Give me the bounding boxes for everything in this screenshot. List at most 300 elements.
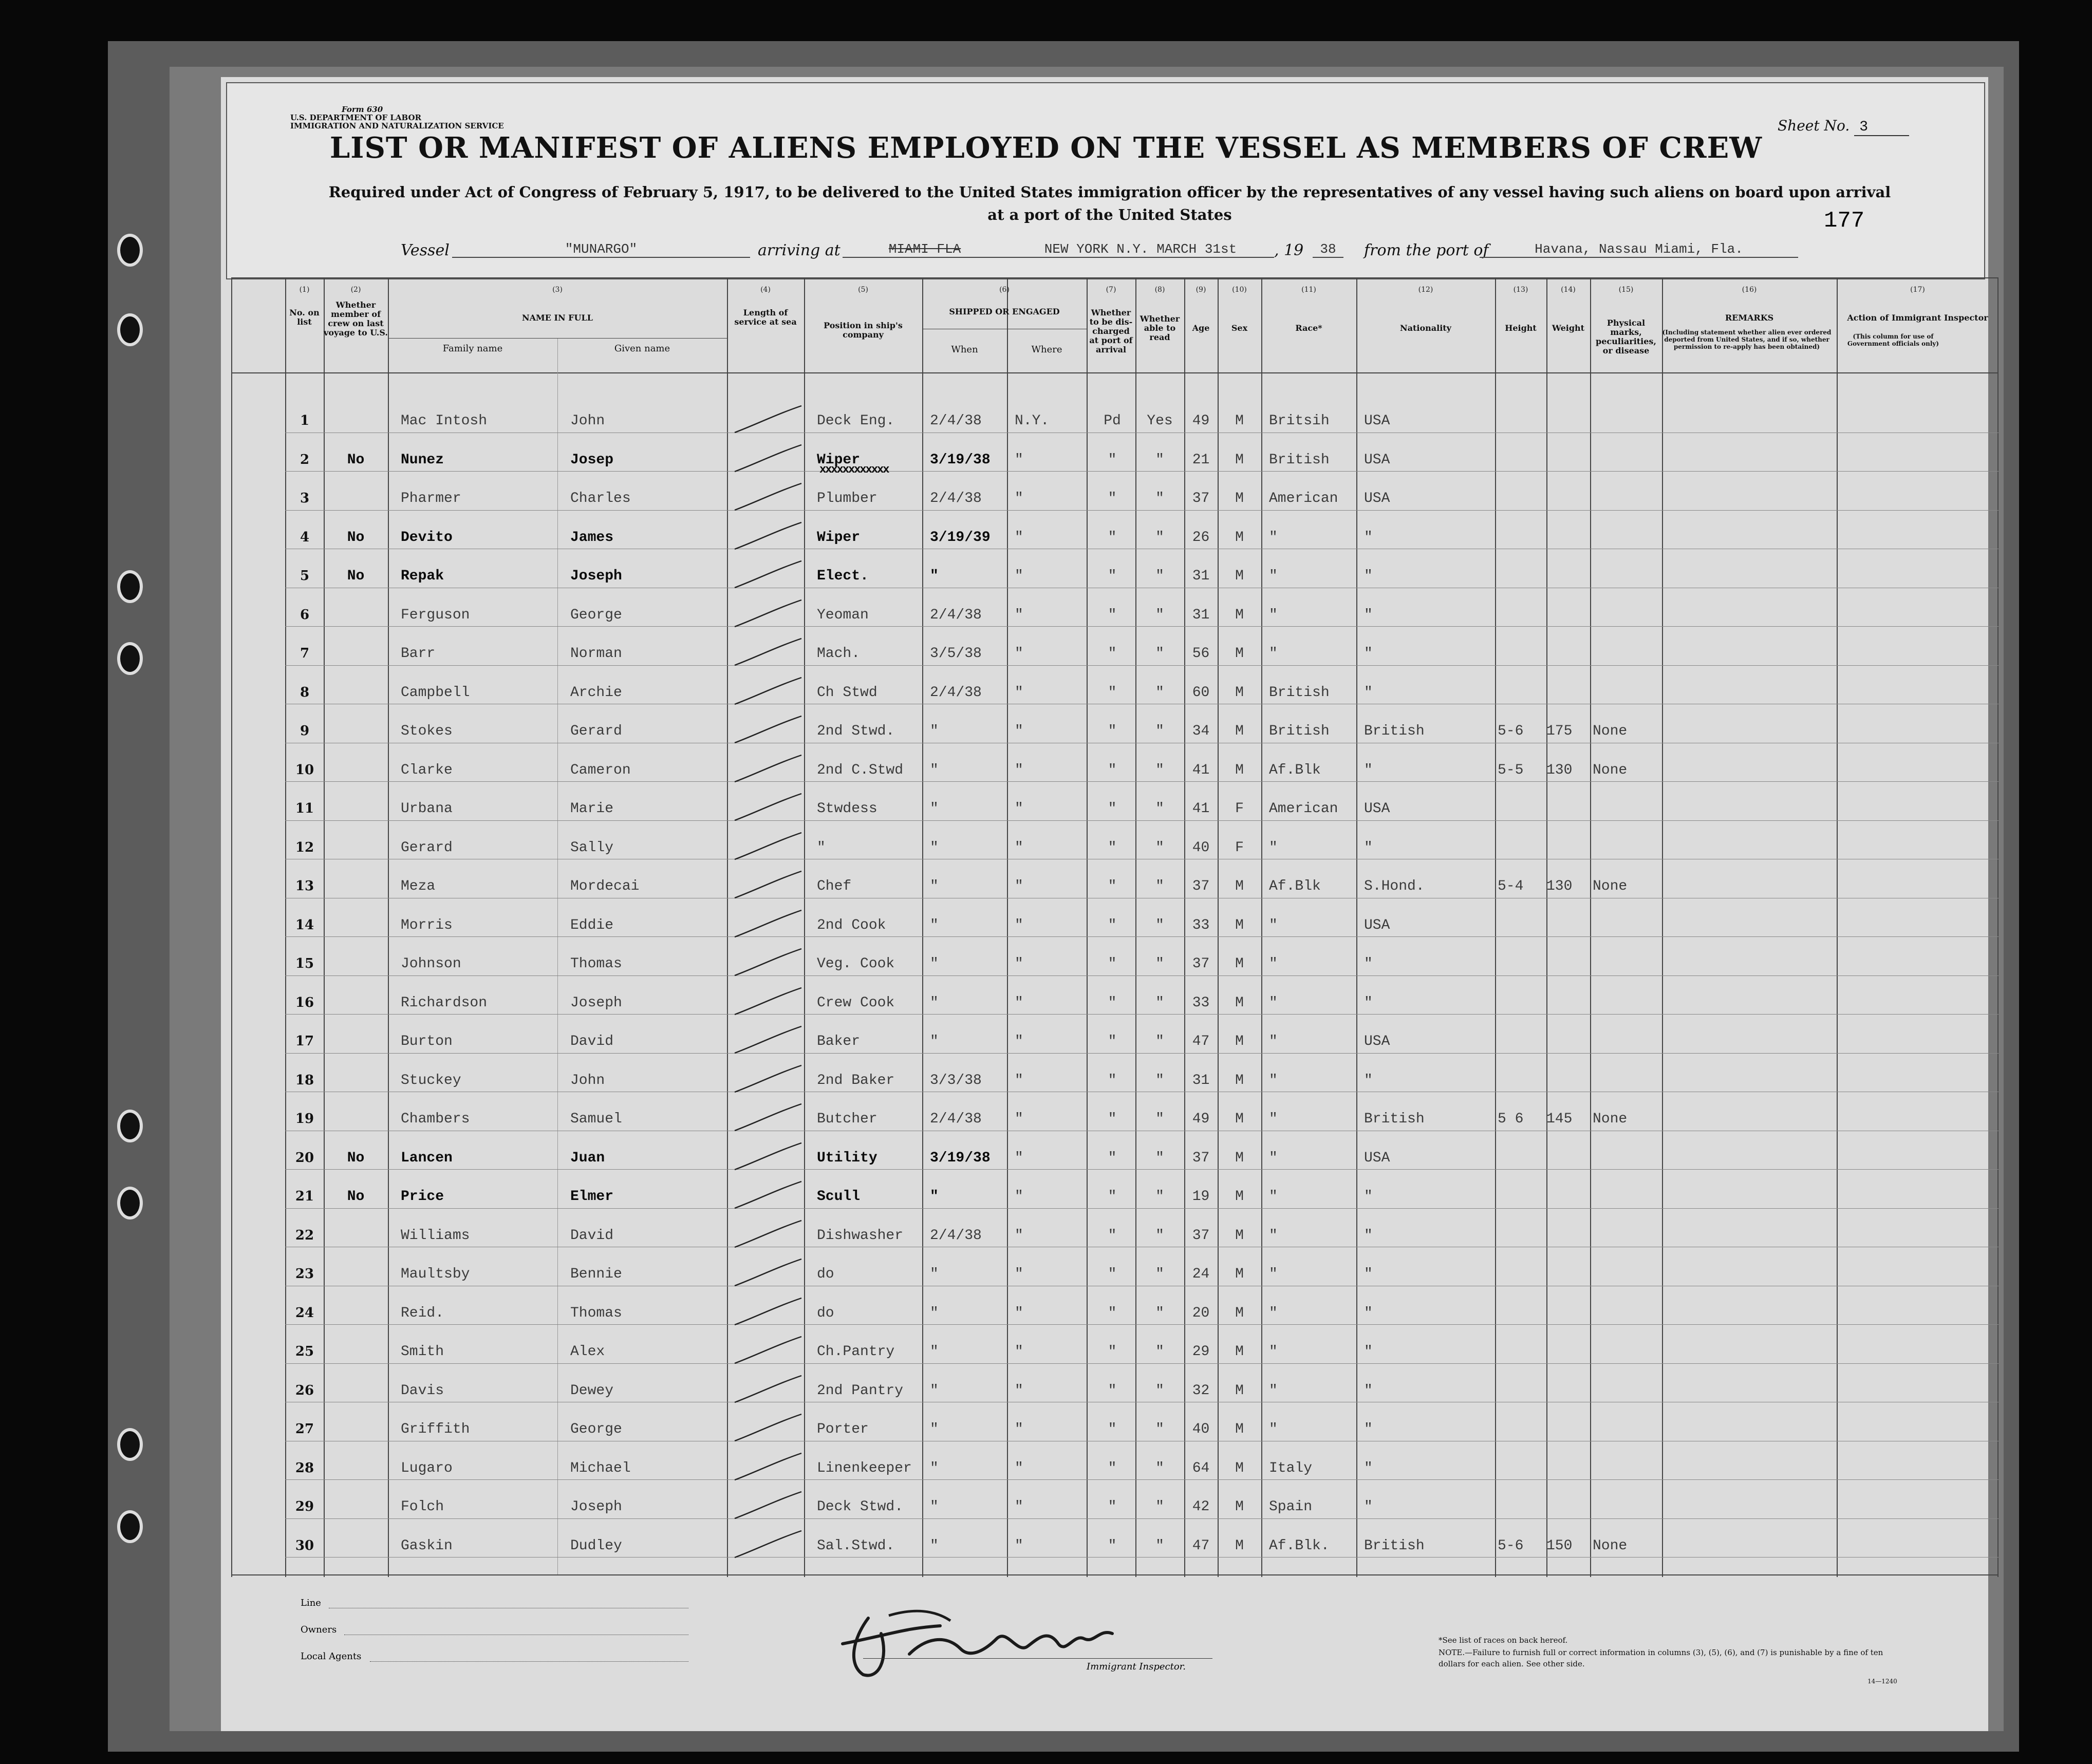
column-rule	[324, 277, 325, 1577]
position-cell: 2nd C.Stwd	[817, 762, 904, 778]
given-name-cell: Gerard	[570, 723, 622, 739]
nationality-cell: USA	[1364, 1150, 1390, 1166]
column-number: (7)	[1106, 286, 1116, 294]
remarks-note: (Including statement whether alien ever ordered deported from United States, and if so, whether permission to re-apply has been obtained)	[1662, 329, 1832, 350]
list-number-cell: 9	[300, 723, 310, 739]
shipped-where-cell: "	[1015, 1382, 1023, 1399]
row-rule	[285, 936, 1998, 937]
shipped-when-cell: 3/3/38	[930, 1072, 982, 1089]
able-to-read-cell: "	[1155, 1266, 1164, 1282]
shipped-where-cell: "	[1015, 1034, 1023, 1049]
service-length-mark	[730, 984, 807, 1020]
service-length-mark	[730, 1333, 807, 1368]
shipped-when-cell: 2/4/38	[930, 1111, 982, 1127]
nationality-cell: "	[1364, 1266, 1373, 1282]
punch-hole-icon	[117, 1510, 143, 1543]
arriving-port: NEW YORK N.Y. MARCH 31st	[1007, 241, 1274, 258]
sex-cell: M	[1235, 723, 1244, 739]
discharged-cell: "	[1108, 646, 1117, 662]
sex-cell: M	[1235, 1034, 1244, 1049]
discharged-cell: "	[1108, 491, 1117, 506]
position-cell: Porter	[817, 1421, 869, 1437]
column-number: (12)	[1418, 286, 1433, 294]
service-length-mark	[730, 634, 807, 670]
form-number: Form 630	[342, 105, 383, 114]
nationality-cell: "	[1364, 607, 1373, 623]
discharged-cell: "	[1108, 762, 1117, 778]
able-to-read-cell: "	[1155, 1499, 1164, 1515]
service-length-mark	[730, 1410, 807, 1446]
family-name-cell: Maultsby	[401, 1266, 470, 1282]
discharged-cell: "	[1108, 1305, 1117, 1321]
shipped-when-cell: 3/19/38	[930, 452, 991, 468]
family-name-cell: Burton	[401, 1034, 453, 1049]
given-name-cell: Norman	[570, 646, 622, 662]
family-name-cell: Williams	[401, 1227, 470, 1244]
position-cell: Wiper	[817, 529, 861, 546]
age-cell: 49	[1192, 1111, 1210, 1127]
last-voyage-cell: No	[347, 1150, 365, 1166]
race-cell: "	[1269, 529, 1278, 546]
sex-cell: M	[1235, 1072, 1244, 1089]
shipped-where-cell: "	[1015, 1189, 1023, 1205]
column-header: Height	[1505, 323, 1537, 333]
column-rule	[285, 277, 286, 1577]
punch-hole-icon	[117, 642, 143, 675]
height-cell: 5-6	[1498, 1537, 1524, 1554]
able-to-read-cell: "	[1155, 1150, 1164, 1166]
list-number-cell: 18	[295, 1072, 314, 1088]
column-rule	[1662, 277, 1663, 1577]
given-name-cell: John	[570, 1072, 605, 1089]
family-name-cell: Pharmer	[401, 491, 461, 506]
list-number-cell: 29	[295, 1499, 314, 1514]
list-number-cell: 27	[295, 1421, 314, 1437]
list-number-cell: 8	[300, 684, 310, 700]
sex-cell: F	[1235, 801, 1244, 817]
able-to-read-cell: "	[1155, 839, 1164, 856]
position-cell: 2nd Baker	[817, 1072, 895, 1089]
able-to-read-cell: "	[1155, 491, 1164, 506]
race-cell: "	[1269, 1382, 1278, 1399]
nationality-cell: British	[1364, 723, 1425, 739]
race-cell: "	[1269, 1344, 1278, 1360]
given-name-cell: David	[570, 1227, 614, 1244]
nationality-cell: USA	[1364, 917, 1390, 933]
position-cell: 2nd Stwd.	[817, 723, 895, 739]
given-name-cell: Dewey	[570, 1382, 614, 1399]
position-cell: do	[817, 1305, 834, 1321]
family-name-cell: Chambers	[401, 1111, 470, 1127]
sex-cell: M	[1235, 1537, 1244, 1554]
last-voyage-cell: No	[347, 568, 365, 584]
sex-cell: M	[1235, 568, 1244, 584]
race-cell: Af.Blk.	[1269, 1537, 1330, 1554]
column-rule	[231, 277, 232, 1577]
discharged-cell: "	[1108, 1344, 1117, 1360]
list-number-cell: 11	[295, 801, 314, 816]
race-cell: "	[1269, 1227, 1278, 1244]
race-cell: Af.Blk	[1269, 878, 1321, 894]
column-header: No. on list	[289, 308, 320, 327]
column-number: (8)	[1154, 286, 1165, 294]
given-name-cell: Marie	[570, 801, 614, 817]
list-number-cell: 30	[295, 1537, 314, 1553]
service-length-mark	[730, 1255, 807, 1291]
shipped-where-cell: "	[1015, 1266, 1023, 1282]
service-length-mark	[730, 1139, 807, 1175]
column-rule	[1997, 277, 1998, 1577]
shipped-where-cell: "	[1015, 1305, 1023, 1321]
sex-cell: M	[1235, 491, 1244, 506]
age-cell: 41	[1192, 801, 1210, 817]
able-to-read-cell: "	[1155, 801, 1164, 817]
position-cell: "	[817, 839, 826, 856]
shipped-when-cell: 2/4/38	[930, 1227, 982, 1244]
position-cell: Chef	[817, 878, 852, 894]
able-to-read-cell: "	[1155, 723, 1164, 739]
shipped-where-cell: "	[1015, 684, 1023, 701]
given-name-cell: George	[570, 607, 622, 623]
row-rule	[285, 471, 1998, 472]
race-cell: British	[1269, 684, 1330, 701]
column-number: (15)	[1618, 286, 1634, 294]
position-cell: Utility	[817, 1150, 877, 1166]
race-cell: "	[1269, 1305, 1278, 1321]
shipped-when-cell: "	[930, 1537, 939, 1554]
age-cell: 24	[1192, 1266, 1210, 1282]
list-number-cell: 19	[295, 1111, 314, 1127]
race-cell: "	[1269, 1189, 1278, 1205]
age-cell: 64	[1192, 1460, 1210, 1476]
discharged-cell: "	[1108, 956, 1117, 972]
service-length-mark	[730, 1488, 807, 1524]
able-to-read-cell: "	[1155, 529, 1164, 546]
row-rule	[285, 1053, 1998, 1054]
arriving-struck: MIAMI FLA	[843, 241, 1007, 258]
name-subheader-rule	[388, 338, 727, 339]
race-cell: Italy	[1269, 1460, 1313, 1476]
nationality-cell: "	[1364, 994, 1373, 1011]
sex-cell: M	[1235, 917, 1244, 933]
shipped-when-cell: "	[930, 994, 939, 1011]
row-rule	[285, 1324, 1998, 1325]
service-length-mark	[730, 1294, 807, 1330]
nationality-cell: "	[1364, 1305, 1373, 1321]
shipped-when-cell: 3/19/38	[930, 1150, 991, 1166]
able-to-read-cell: "	[1155, 994, 1164, 1011]
age-cell: 40	[1192, 839, 1210, 856]
table-top-rule	[231, 277, 1998, 278]
column-rule	[922, 277, 923, 1577]
shipped-where-cell: "	[1015, 1227, 1023, 1244]
vessel-label: Vessel	[401, 241, 450, 259]
shipped-where-cell: "	[1015, 762, 1023, 778]
shipped-when-cell: "	[930, 839, 939, 856]
service-length-mark	[730, 673, 807, 709]
column-rule	[1007, 277, 1008, 1577]
able-to-read-cell: "	[1155, 1344, 1164, 1360]
given-name-cell: Elmer	[570, 1189, 614, 1205]
column-header: Nationality	[1400, 323, 1451, 333]
age-cell: 42	[1192, 1499, 1210, 1515]
age-cell: 19	[1192, 1189, 1210, 1205]
position-cell: Baker	[817, 1034, 861, 1049]
family-name-cell: Repak	[401, 568, 444, 584]
service-length-mark	[730, 1022, 807, 1058]
row-rule	[285, 626, 1998, 627]
race-cell: "	[1269, 607, 1278, 623]
column-number: (3)	[552, 286, 563, 294]
form-identifier	[290, 105, 504, 130]
given-name-cell: Joseph	[570, 1499, 622, 1515]
race-cell: "	[1269, 1111, 1278, 1127]
inspector-label: Immigrant Inspector.	[1087, 1661, 1186, 1672]
column-rule	[1546, 277, 1547, 1577]
position-cell: Veg. Cook	[817, 956, 895, 972]
given-name-cell: Mordecai	[570, 878, 640, 894]
list-number-cell: 12	[295, 839, 314, 855]
shipped-where-cell: "	[1015, 1499, 1023, 1515]
discharged-cell: "	[1108, 801, 1117, 817]
punch-hole-icon	[117, 234, 143, 267]
list-number-cell: 23	[295, 1266, 314, 1282]
column-header: Sex	[1231, 323, 1248, 333]
given-name-subheader: Given name	[614, 343, 670, 354]
list-number-cell: 2	[300, 452, 310, 467]
position-cell: Elect.	[817, 568, 869, 584]
age-cell: 31	[1192, 568, 1210, 584]
discharged-cell: "	[1108, 607, 1117, 623]
able-to-read-cell: "	[1155, 1305, 1164, 1321]
height-cell: 5-6	[1498, 723, 1524, 739]
column-number: (17)	[1910, 286, 1925, 294]
sex-cell: M	[1235, 529, 1244, 546]
position-cell: Linenkeeper	[817, 1460, 912, 1476]
shipped-when-cell: "	[930, 1460, 939, 1476]
nationality-cell: "	[1364, 839, 1373, 856]
position-cell: 2nd Pantry	[817, 1382, 904, 1399]
given-name-cell: Samuel	[570, 1111, 622, 1127]
nationality-cell: "	[1364, 1227, 1373, 1244]
sex-cell: M	[1235, 994, 1244, 1011]
shipped-where-cell: "	[1015, 801, 1023, 817]
discharged-cell: "	[1108, 1150, 1117, 1166]
print-code: 14—1240	[1867, 1678, 1897, 1685]
punch-hole-icon	[117, 570, 143, 603]
discharged-cell: "	[1108, 1072, 1117, 1089]
discharged-cell: "	[1108, 1266, 1117, 1282]
given-name-cell: Alex	[570, 1344, 605, 1360]
discharged-cell: "	[1108, 1537, 1117, 1554]
family-name-cell: Barr	[401, 646, 436, 662]
shipped-when-cell: "	[930, 1034, 939, 1049]
service-length-mark	[730, 1061, 807, 1097]
column-header: Whether member of crew on last voyage to U.S.	[324, 300, 388, 337]
position-cell: do	[817, 1266, 834, 1282]
able-to-read-cell: "	[1155, 1382, 1164, 1399]
sex-cell: M	[1235, 1227, 1244, 1244]
list-number-cell: 17	[295, 1034, 314, 1049]
family-name-cell: Davis	[401, 1382, 444, 1399]
last-voyage-cell: No	[347, 1189, 365, 1205]
service-length-mark	[730, 1449, 807, 1485]
nationality-cell: USA	[1364, 801, 1390, 817]
family-name-cell: Lancen	[401, 1150, 453, 1166]
age-cell: 41	[1192, 762, 1210, 778]
age-cell: 47	[1192, 1034, 1210, 1049]
able-to-read-cell: "	[1155, 1072, 1164, 1089]
race-cell: "	[1269, 994, 1278, 1011]
sex-cell: M	[1235, 1460, 1244, 1476]
page-stamp: 177	[1824, 208, 1865, 234]
family-name-cell: Mac Intosh	[401, 413, 488, 429]
age-cell: 47	[1192, 1537, 1210, 1554]
shipped-where-cell: "	[1015, 839, 1023, 856]
shipped-when-cell: "	[930, 801, 939, 817]
position-cell: 2nd Cook	[817, 917, 886, 933]
race-cell: "	[1269, 1266, 1278, 1282]
race-cell: Spain	[1269, 1499, 1313, 1515]
service-length-mark	[730, 790, 807, 825]
nationality-cell: USA	[1364, 452, 1390, 468]
shipped-where-cell: "	[1015, 956, 1023, 972]
list-number-cell: 24	[295, 1305, 314, 1321]
column-number: (16)	[1742, 286, 1757, 294]
weight-cell: 130	[1546, 762, 1573, 778]
able-to-read-cell: "	[1155, 1034, 1164, 1049]
age-cell: 26	[1192, 529, 1210, 546]
able-to-read-cell: "	[1155, 1421, 1164, 1437]
service-length-mark	[730, 402, 807, 438]
service-length-mark	[730, 596, 807, 632]
weight-cell: 130	[1546, 878, 1573, 894]
given-name-cell: James	[570, 529, 614, 546]
race-cell: "	[1269, 646, 1278, 662]
age-cell: 40	[1192, 1421, 1210, 1437]
shipped-when-cell: "	[930, 956, 939, 972]
position-cell: Ch.Pantry	[817, 1344, 895, 1360]
able-to-read-cell: "	[1155, 878, 1164, 894]
nationality-cell: S.Hond.	[1364, 878, 1425, 894]
nationality-cell: "	[1364, 1382, 1373, 1399]
service-length-mark	[730, 518, 807, 554]
family-name-cell: Richardson	[401, 994, 488, 1011]
nationality-cell: "	[1364, 1460, 1373, 1476]
column-header: Position in ship's company	[824, 321, 903, 340]
table-header-rule	[231, 372, 1998, 373]
name-split-rule	[557, 338, 558, 1574]
family-name-cell: Lugaro	[401, 1460, 453, 1476]
race-cell: "	[1269, 839, 1278, 856]
when-subheader: When	[951, 344, 978, 355]
position-cell: Deck Eng.	[817, 413, 895, 429]
position-cell: Scull	[817, 1189, 861, 1205]
sex-cell: M	[1235, 762, 1244, 778]
nationality-cell: USA	[1364, 413, 1390, 429]
able-to-read-cell: "	[1155, 568, 1164, 584]
age-cell: 37	[1192, 1150, 1210, 1166]
list-number-cell: 25	[295, 1344, 314, 1359]
punch-hole-icon	[117, 1187, 143, 1219]
position-cell: Yeoman	[817, 607, 869, 623]
row-rule	[285, 1169, 1998, 1170]
sex-cell: M	[1235, 413, 1244, 429]
able-to-read-cell: "	[1155, 1537, 1164, 1554]
column-number: (5)	[858, 286, 868, 294]
shipped-where-cell: "	[1015, 607, 1023, 623]
column-number: (10)	[1232, 286, 1247, 294]
physical-marks-cell: None	[1593, 878, 1628, 894]
race-cell: "	[1269, 956, 1278, 972]
row-rule	[285, 820, 1998, 821]
nationality-cell: USA	[1364, 491, 1390, 506]
age-cell: 33	[1192, 994, 1210, 1011]
race-cell: Britsih	[1269, 413, 1330, 429]
physical-marks-cell: None	[1593, 723, 1628, 739]
line-label: Line	[301, 1598, 321, 1608]
shipped-when-cell: "	[930, 1421, 939, 1437]
struck-entry-mark: xxxxxxxxxxxx	[819, 463, 889, 476]
age-cell: 31	[1192, 607, 1210, 623]
table-bottom-rule	[231, 1574, 1998, 1575]
race-cell: "	[1269, 1150, 1278, 1166]
position-cell: Crew Cook	[817, 994, 895, 1011]
list-number-cell: 4	[300, 529, 310, 545]
local-agents-label: Local Agents	[301, 1651, 362, 1662]
given-name-cell: Archie	[570, 684, 622, 701]
race-cell: Af.Blk	[1269, 762, 1321, 778]
sex-cell: M	[1235, 684, 1244, 701]
family-name-cell: Johnson	[401, 956, 461, 972]
physical-marks-cell: None	[1593, 1111, 1628, 1127]
service-length-mark	[730, 1372, 807, 1408]
row-rule	[285, 665, 1998, 666]
shipped-where-cell: "	[1015, 1111, 1023, 1127]
column-number: (9)	[1196, 286, 1206, 294]
column-header: NAME IN FULL	[521, 313, 593, 323]
service-length-mark	[730, 1100, 807, 1136]
height-cell: 5 6	[1498, 1111, 1524, 1127]
shipped-when-cell: "	[930, 762, 939, 778]
list-number-cell: 5	[300, 568, 310, 584]
penalty-note: NOTE.—Failure to furnish full or correct information in columns (3), (5), (6), and (7) is punishable by a fine of ten dollars for each alien. See other side.	[1439, 1648, 1883, 1668]
service-length-mark	[730, 712, 807, 748]
family-name-cell: Griffith	[401, 1421, 470, 1437]
age-cell: 37	[1192, 491, 1210, 506]
list-number-cell: 28	[295, 1460, 314, 1476]
family-name-cell: Nunez	[401, 452, 444, 468]
column-number: (2)	[350, 286, 361, 294]
position-cell: Sal.Stwd.	[817, 1537, 895, 1554]
able-to-read-cell: "	[1155, 762, 1164, 778]
last-voyage-cell: No	[347, 452, 365, 468]
given-name-cell: George	[570, 1421, 622, 1437]
column-header: Age	[1192, 323, 1210, 333]
family-name-cell: Stokes	[401, 723, 453, 739]
vessel-name: "MUNARGO"	[452, 241, 750, 258]
nationality-cell: "	[1364, 684, 1373, 701]
sheet-number-label: Sheet No.	[1778, 117, 1850, 134]
column-rule	[1837, 277, 1838, 1577]
row-rule	[285, 1363, 1998, 1364]
age-cell: 37	[1192, 1227, 1210, 1244]
list-number-cell: 3	[300, 491, 310, 506]
nationality-cell: British	[1364, 1111, 1425, 1127]
column-rule	[1590, 277, 1591, 1577]
column-number: (13)	[1513, 286, 1528, 294]
shipped-when-cell: "	[930, 1499, 939, 1515]
